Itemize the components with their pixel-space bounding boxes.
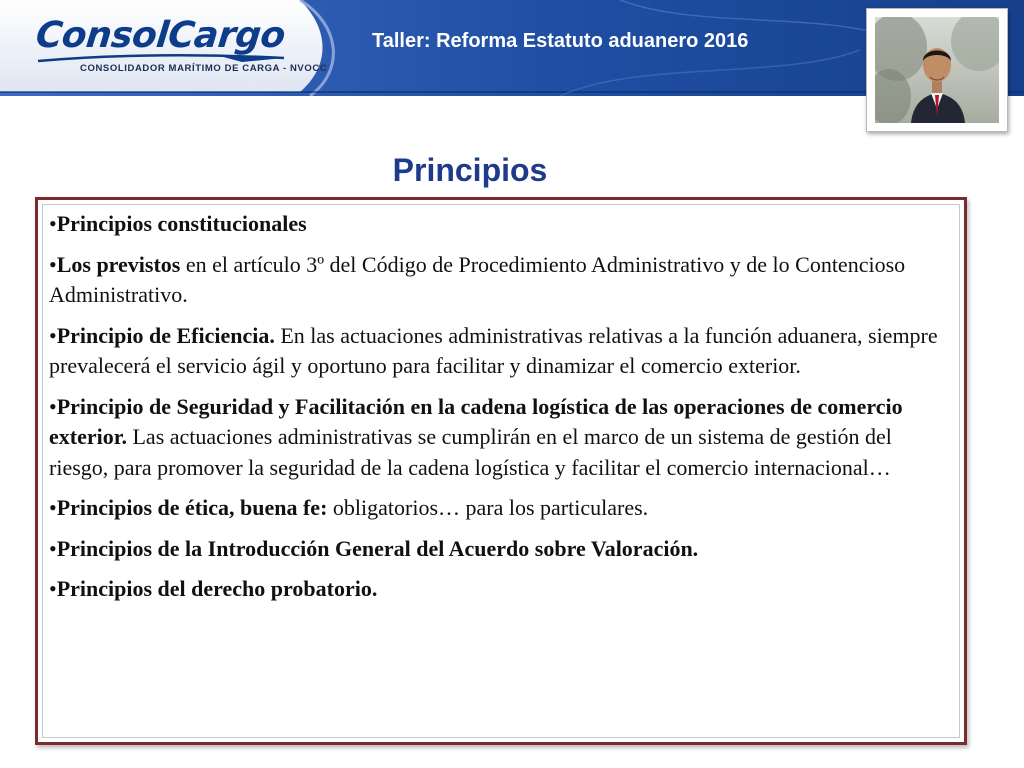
header-title: Taller: Reforma Estatuto aduanero 2016 [372, 30, 749, 52]
bullet-lead: Principio de Seguridad y Facilitación en la cadena logística de las operaciones de comercio exterior. [49, 393, 903, 449]
bullet-principios-constitucionales [49, 209, 953, 240]
bullet-principio-seguridad [49, 392, 953, 484]
bullet-marker: • [49, 393, 57, 419]
consolcargo-logo [33, 14, 328, 80]
bullet-lead: Principios constitucionales [56, 211, 307, 236]
bullet-lead: Principios de la Introducción General del Acuerdo sobre Valoración. [56, 535, 699, 561]
bullet-lead: Los previstos [56, 251, 181, 277]
presenter-photo [875, 17, 999, 123]
bullet-text: en el artículo 3º del Código de Procedimiento Administrativo y de lo Contencioso Administrativo. [49, 251, 906, 307]
principles-content-inner [42, 204, 960, 738]
bullet-text: Las actuaciones administrativas se cumplirán en el marco de un sistema de gestión del riesgo, para promover la seguridad de la cadena logística y facilitar el comercio internacional… [49, 424, 892, 480]
bullet-marker: • [49, 576, 57, 601]
bullet-marker: • [49, 211, 57, 236]
bullet-text: En las actuaciones administrativas relativas a la función aduanera, siempre prevalecerá el servicio ágil y oportuno para facilitar y dinamizar el comercio exterior. [49, 322, 938, 378]
bullet-principio-eficiencia [49, 321, 953, 382]
logo-tagline: CONSOLIDADOR MARÍTIMO DE CARGA - NVOCC [80, 63, 328, 74]
bullet-lead: Principios del derecho probatorio. [56, 576, 378, 601]
bullet-principios-valoracion [49, 534, 953, 565]
bullet-marker: • [49, 495, 57, 520]
bullet-lead: Principios de ética, buena fe: [56, 495, 328, 520]
bullet-text: obligatorios… para los particulares. [327, 495, 649, 520]
bullet-marker: • [49, 251, 57, 277]
bullet-marker: • [49, 322, 57, 348]
slide-title: Principios [392, 152, 548, 188]
bullet-lead: Principio de Eficiencia. [56, 322, 275, 348]
principles-content-box [35, 197, 967, 745]
bullet-principios-etica [49, 493, 953, 524]
bullet-los-previstos [49, 250, 953, 311]
bullet-derecho-probatorio [49, 574, 953, 605]
bullet-marker: • [49, 535, 57, 561]
presenter-photo-frame [866, 8, 1008, 132]
logo-brand-name: ConsolCargo [33, 15, 287, 56]
